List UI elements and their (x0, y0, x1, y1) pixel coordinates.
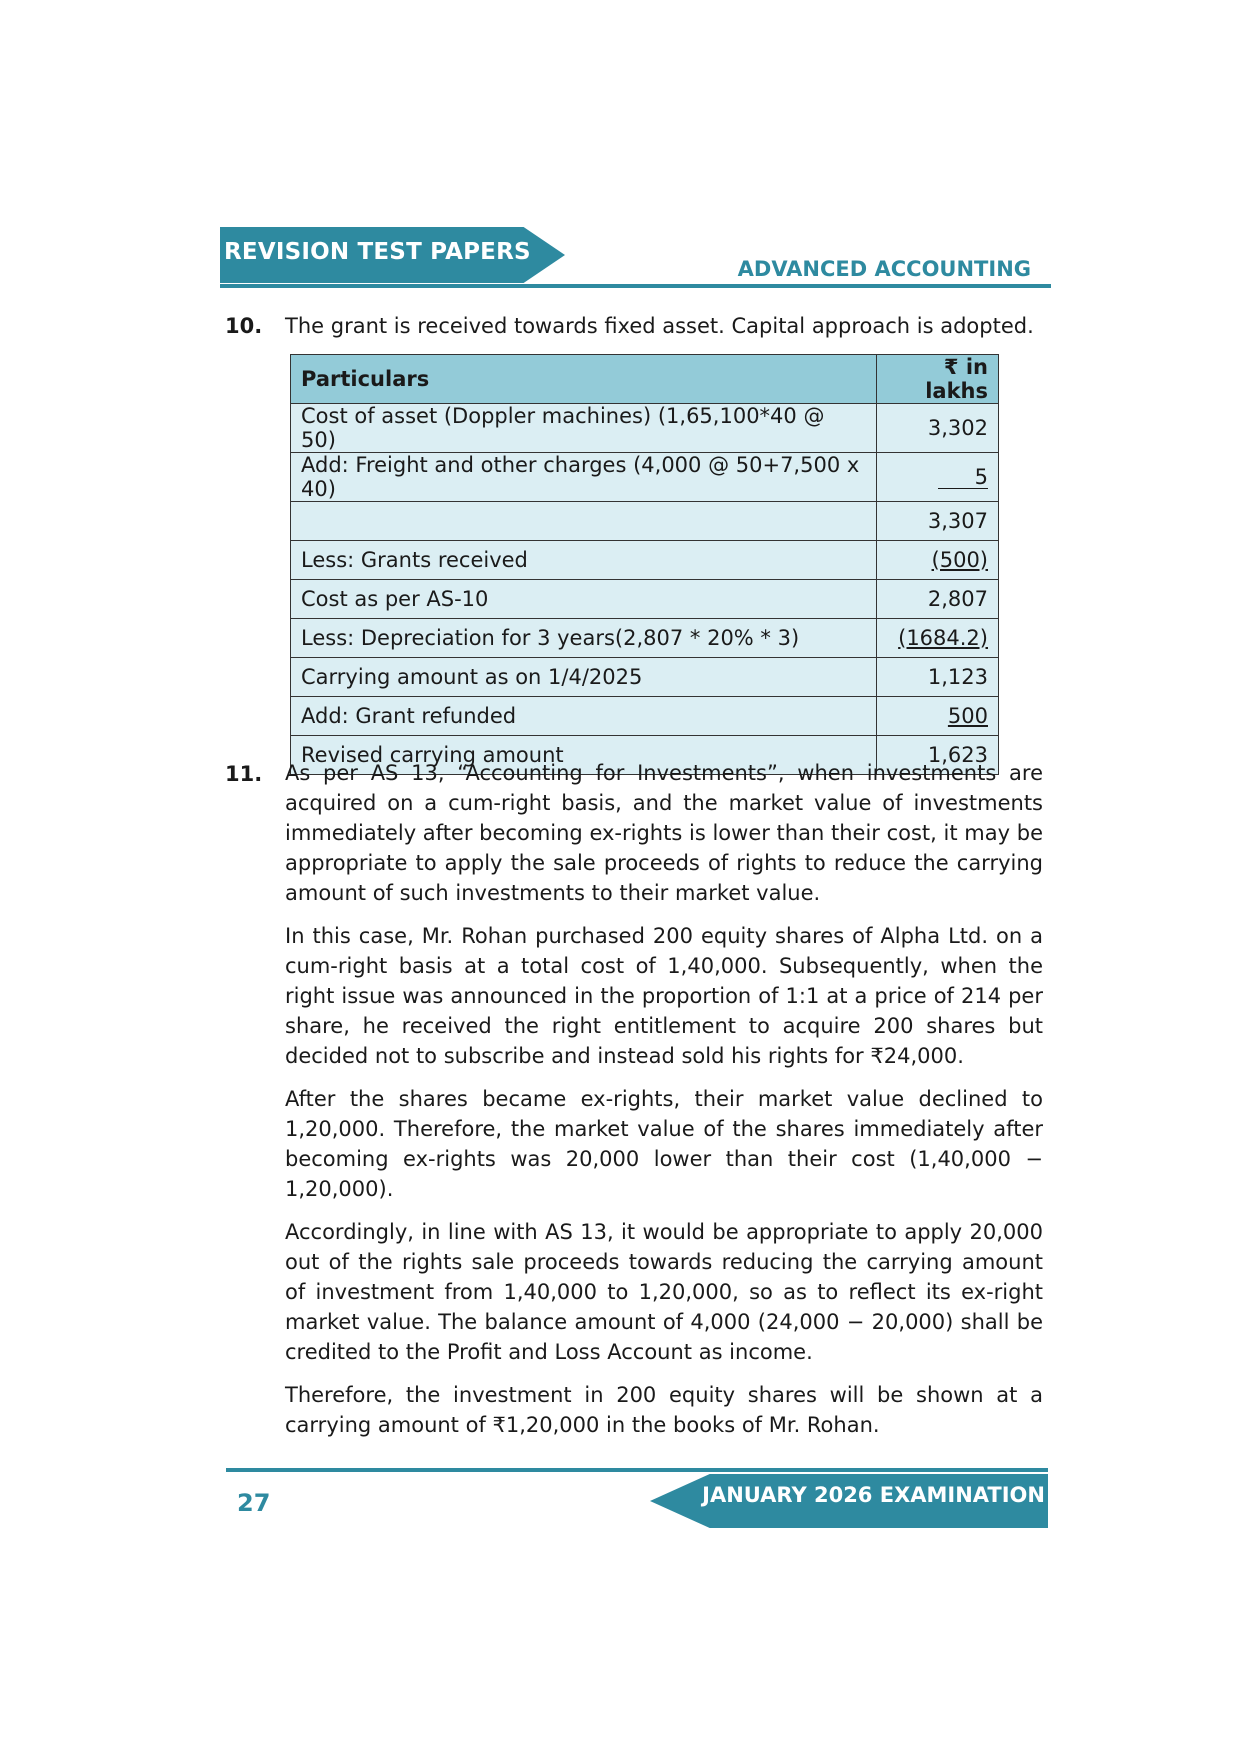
table-row (291, 541, 999, 580)
row-amount: (1684.2) (898, 626, 988, 650)
paragraph: Therefore, the investment in 200 equity shares will be shown at a carrying amount of ₹1,20,000 in the books of Mr. Rohan. (285, 1383, 1043, 1437)
row-amount: 5 (938, 466, 988, 489)
row-amount: 1,123 (877, 658, 999, 697)
paragraph: After the shares became ex-rights, their market value declined to 1,20,000. Therefore, the market value of the shares immediately after becoming ex-rights was 20,000 lower than their cost (1,40,000 − 1,20,000). (285, 1087, 1043, 1201)
row-particular: Less: Grants received (291, 541, 877, 580)
row-amount-cell (877, 697, 999, 736)
row-amount: 3,302 (877, 404, 999, 453)
row-particular: Revised carrying amount (291, 736, 877, 775)
row-particular: Add: Freight and other charges (4,000 @ 50+7,500 x 40) (291, 453, 877, 502)
question-10-intro: The grant is received towards fixed asset. Capital approach is adopted. (285, 314, 1034, 338)
row-particular (291, 502, 877, 541)
column-header-particulars: Particulars (291, 355, 877, 404)
header-left-title: REVISION TEST PAPERS (224, 239, 531, 265)
paragraph: In this case, Mr. Rohan purchased 200 equity shares of Alpha Ltd. on a cum-right basis at a total cost of 1,40,000. Subsequently, when the right issue was announced in the proportion of 1:1 at a price of 214 per share, he received the right entitlement to acquire 200 shares but decided not to subscribe and instead sold his rights for ₹24,000. (285, 924, 1043, 1068)
paragraph: Accordingly, in line with AS 13, it would be appropriate to apply 20,000 out of the rights sale proceeds towards reducing the carrying amount of investment from 1,40,000 to 1,20,000, so as to reflect its ex-right market value. The balance amount of 4,000 (24,000 − 20,000) shall be credited to the Profit and Loss Account as income. (285, 1220, 1043, 1364)
row-amount: 2,807 (877, 580, 999, 619)
table-row (291, 658, 999, 697)
row-particular: Add: Grant refunded (291, 697, 877, 736)
row-amount-cell (877, 619, 999, 658)
question-10-number: 10. (225, 314, 263, 338)
header-rule (220, 284, 1051, 288)
table-row (291, 404, 999, 453)
header-right-title: ADVANCED ACCOUNTING (737, 257, 1031, 281)
row-particular: Cost as per AS-10 (291, 580, 877, 619)
question-11-number: 11. (225, 762, 263, 786)
page-number: 27 (237, 1489, 271, 1517)
column-header-amount: ₹ in lakhs (877, 355, 999, 404)
row-particular: Carrying amount as on 1/4/2025 (291, 658, 877, 697)
table-row (291, 502, 999, 541)
question-11-body (285, 758, 1043, 1453)
table-header-row (291, 355, 999, 404)
row-amount: 1,623 (877, 736, 999, 775)
row-amount: 3,307 (877, 502, 999, 541)
row-amount-cell (877, 541, 999, 580)
grant-table (290, 354, 999, 775)
footer-exam-title: JANUARY 2026 EXAMINATION (702, 1483, 1045, 1507)
table-row (291, 697, 999, 736)
table-row (291, 453, 999, 502)
row-amount: 500 (947, 704, 988, 728)
table-row (291, 580, 999, 619)
row-particular: Less: Depreciation for 3 years(2,807 * 20% * 3) (291, 619, 877, 658)
row-amount: (500) (931, 548, 988, 572)
footer-rule (226, 1468, 1048, 1472)
paragraph: As per AS 13, “Accounting for Investments”, when investments are acquired on a cum-right basis, and the market value of investments immediately after becoming ex-rights is lower than their cost, it may be appropriate to apply the sale proceeds of rights to reduce the carrying amount of such investments to their market value. (285, 761, 1043, 905)
row-amount-cell (877, 453, 999, 502)
table-row (291, 619, 999, 658)
row-particular: Cost of asset (Doppler machines) (1,65,100*40 @ 50) (291, 404, 877, 453)
